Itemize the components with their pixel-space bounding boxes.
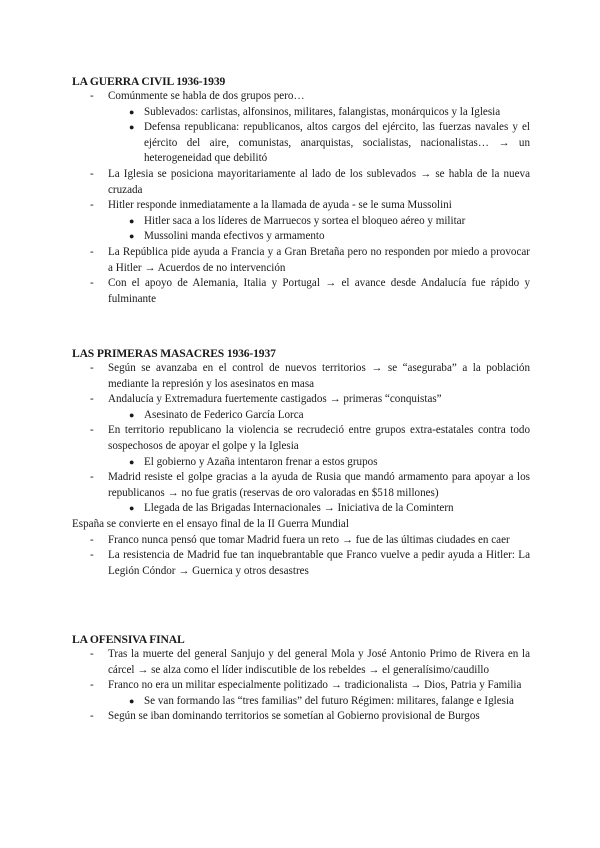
sub-list (108, 105, 530, 167)
bullet-list (72, 89, 530, 307)
bullet-icon: ● (129, 503, 135, 514)
dash-marker: - (90, 679, 94, 692)
dash-marker: - (90, 277, 94, 290)
list-item: - La Iglesia se posiciona mayoritariamente al lado de los sublevados → se habla de la nueva cruzada (90, 167, 530, 196)
sub-list (108, 694, 530, 710)
sub-list-item: ● El gobierno y Azaña intentaron frenar a estos grupos (72, 455, 530, 471)
dash-marker: - (90, 424, 94, 437)
section-title: LAS PRIMERAS MASACRES 1936-1937 (72, 347, 276, 360)
list-item: - Según se iban dominando territorios se sometían al Gobierno provisional de Burgos (72, 709, 530, 725)
paragraph: España se convierte en el ensayo final de la II Guerra Mundial (72, 517, 349, 530)
bullet-list (72, 647, 530, 725)
dash-marker: - (90, 393, 94, 406)
bullet-icon: ● (129, 695, 135, 706)
sub-list-item: ● Sublevados: carlistas, alfonsinos, militares, falangistas, monárquicos y la Iglesia (72, 105, 530, 121)
section-title: LA GUERRA CIVIL 1936-1939 (72, 75, 226, 88)
list-item: - Con el apoyo de Alemania, Italia y Portugal → el avance desde Andalucía fue rápido y fulminante (90, 277, 530, 305)
sub-list-item: ● Hitler saca a los líderes de Marruecos y sortea el bloqueo aéreo y militar (72, 214, 530, 230)
sub-list (108, 501, 530, 517)
dash-marker: - (90, 533, 94, 546)
dash-marker: - (90, 648, 94, 660)
bullet-icon: ● (129, 231, 135, 242)
section-ofensiva-final (72, 632, 530, 725)
bullet-list (72, 361, 530, 517)
list-item: - En territorio republicano la violencia se recrudeció entre grupos extra-estatales contra todo sospechosos de apoyar el golpe y la Iglesia ● El gobierno y Azaña intentaron frenar a estos grupos (72, 423, 530, 470)
bullet-list (72, 533, 530, 580)
dash-marker: - (90, 549, 94, 562)
list-item: - Tras la muerte del general Sanjujo y del general Mola y José Antonio Primo de Rivera en la cárcel → se alza como el líder indiscutible de los rebeldes → el generalísimo/caudillo (90, 648, 530, 676)
list-item: - Madrid resiste el golpe gracias a la ayuda de Rusia que mandó armamento para apoyar a los republicanos → no fue gratis (reservas de oro valoradas en $518 millones) ● Llegada de las Brigadas Internacionales → Iniciativa de la Comintern (72, 470, 530, 517)
list-item: - La República pide ayuda a Francia y a Gran Bretaña pero no responden por miedo a provocar a Hitler → Acuerdos de no intervención (90, 245, 530, 274)
sub-list-item: ● Defensa republicana: republicanos, altos cargos del ejército, las fuerzas navales y el ejército del aire, comunistas, anarquistas, socialistas, nacionalistas… → un heterogeneidad que debilitó (129, 121, 530, 165)
list-item: - Según se avanzaba en el control de nuevos territorios → se “aseguraba” a la población mediante la represión y los asesinatos en masa (90, 362, 530, 390)
dash-marker: - (90, 710, 94, 723)
bullet-icon: ● (129, 409, 135, 420)
dash-marker: - (90, 362, 94, 374)
sub-list-item: ● Se van formando las “tres familias” del futuro Régimen: militares, falange e Iglesia (72, 694, 530, 710)
dash-marker: - (90, 199, 94, 212)
section-primeras-masacres (72, 346, 530, 579)
dash-marker: - (90, 90, 94, 102)
dash-marker: - (90, 471, 94, 484)
bullet-icon: ● (129, 456, 135, 467)
list-item: - Franco nunca pensó que tomar Madrid fuera un reto → fue de las últimas ciudades en caer (72, 533, 530, 549)
section-title: LA OFENSIVA FINAL (72, 633, 185, 646)
list-item: - Franco no era un militar especialmente politizado → tradicionalista → Dios, Patria y Familia ● Se van formando las “tres familias” del futuro Régimen: militares, falange e Iglesia (72, 678, 530, 709)
sub-list-item: ● Mussolini manda efectivos y armamento (72, 229, 530, 245)
bullet-icon: ● (129, 106, 135, 117)
sub-list-item: ● Llegada de las Brigadas Internacionales → Iniciativa de la Comintern (72, 501, 530, 517)
bullet-icon: ● (129, 215, 135, 226)
list-item: - La resistencia de Madrid fue tan inquebrantable que Franco vuelve a pedir ayuda a Hitler: La Legión Cóndor → Guernica y otros desastres (90, 549, 530, 577)
sub-list (108, 408, 530, 424)
dash-marker: - (90, 245, 94, 258)
section-guerra-civil (72, 74, 530, 307)
list-item: - Andalucía y Extremadura fuertemente castigados → primeras “conquistas” ● Asesinato de Federico García Lorca (72, 392, 530, 423)
bullet-icon: ● (129, 122, 135, 133)
list-item: - Comúnmente se habla de dos grupos pero… ● Sublevados: carlistas, alfonsinos, militares, falangistas, monárquicos y la Iglesia ● Defensa republicana: republicanos, altos cargos del ejército, las fuerzas navales y el ejército del aire, comunistas, anarquistas, socialistas, nacionalistas… → un heterogeneidad que debilitó (72, 89, 530, 167)
sub-list-item: ● Asesinato de Federico García Lorca (72, 408, 530, 424)
sub-list (108, 455, 530, 471)
dash-marker: - (90, 167, 94, 180)
list-item: - Hitler responde inmediatamente a la llamada de ayuda - se le suma Mussolini ● Hitler saca a los líderes de Marruecos y sortea el bloqueo aéreo y militar ● Mussolini manda efectivos y armamento (72, 198, 530, 245)
sub-list (108, 214, 530, 245)
